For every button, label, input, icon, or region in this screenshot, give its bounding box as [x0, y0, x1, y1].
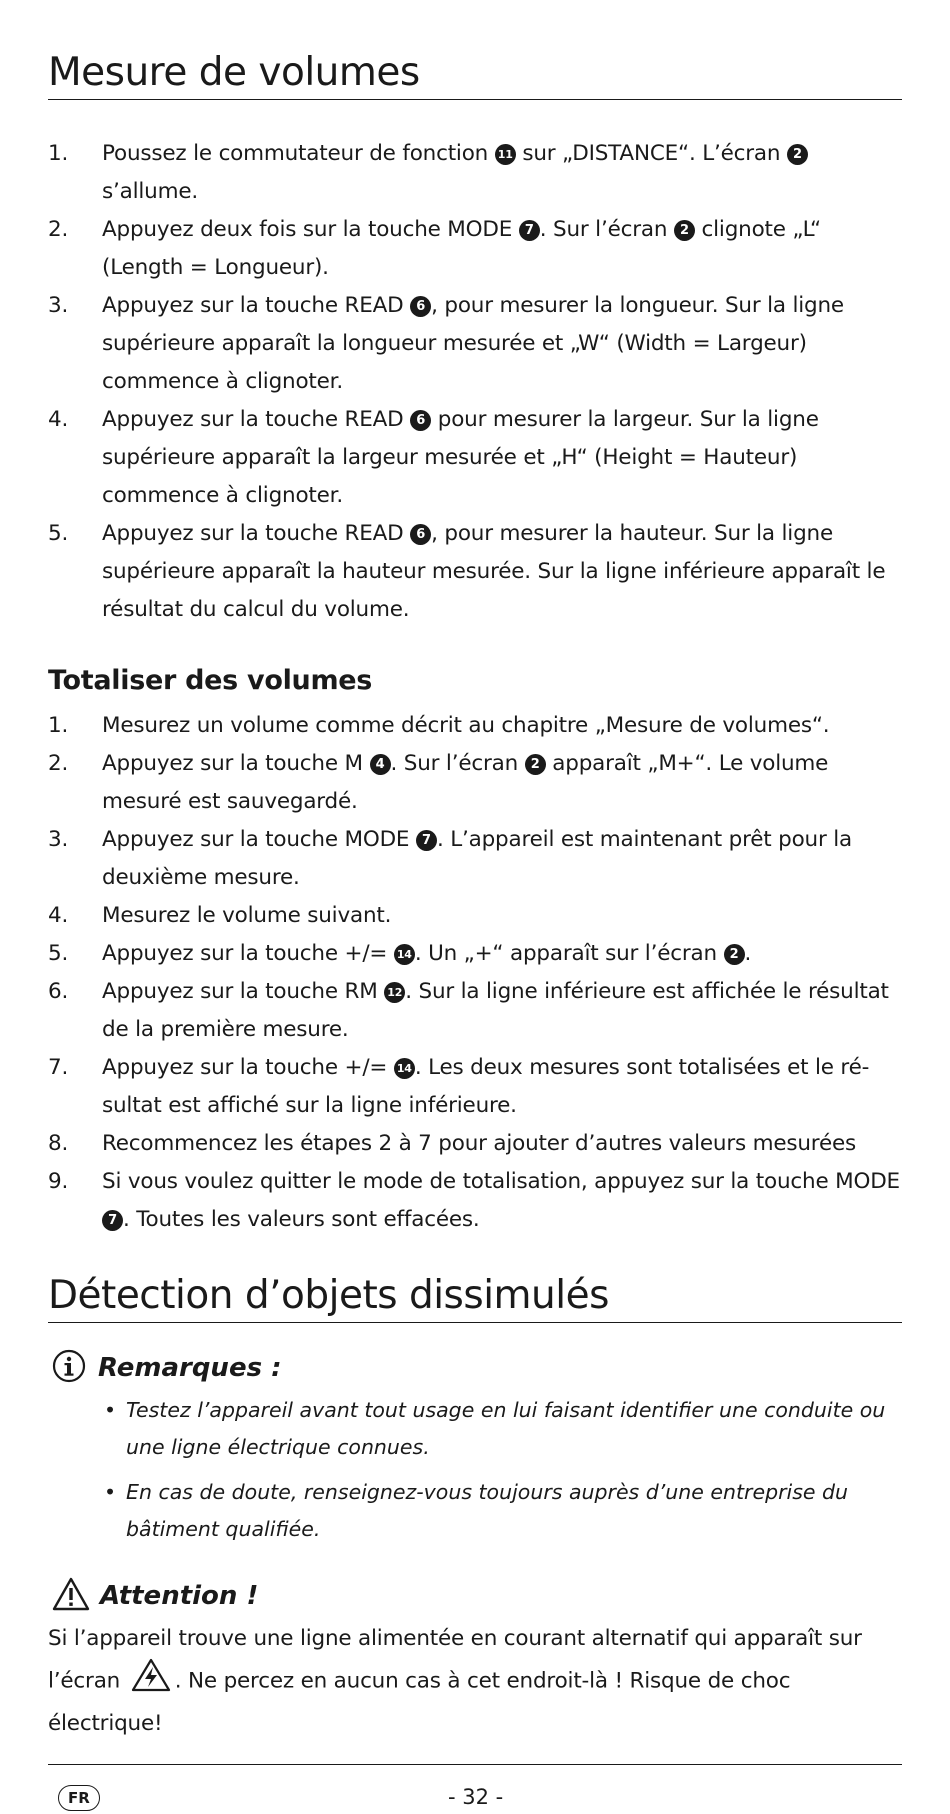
warning-icon: [52, 1577, 90, 1615]
step-text: . Toutes les valeurs sont effacées.: [123, 1207, 480, 1232]
reference-number-icon: 2: [787, 144, 808, 165]
section-title-mesure-volumes: Mesure de volumes: [48, 50, 902, 100]
list-item: [48, 515, 902, 629]
step-number: 3.: [48, 827, 69, 852]
info-icon: [52, 1349, 86, 1387]
step-text: Appuyez sur la touche RM: [102, 979, 385, 1004]
step-text: Poussez le commutateur de fonction: [102, 141, 495, 166]
list-item: [48, 401, 902, 515]
step-text: Appuyez sur la touche +/=: [102, 941, 394, 966]
step-text: Appuyez deux fois sur la touche MODE: [102, 217, 519, 242]
step-number: 2.: [48, 217, 69, 242]
list-item: [48, 1049, 902, 1125]
page-number: - 32 -: [448, 1785, 504, 1809]
step-text: Mesurez un volume comme décrit au chapitre „Mesure de volumes“.: [102, 713, 830, 738]
reference-number-icon: 6: [410, 410, 431, 431]
step-number: 1.: [48, 713, 69, 738]
list-item: [48, 707, 902, 745]
step-number: 7.: [48, 1055, 69, 1080]
reference-number-icon: 7: [519, 220, 540, 241]
step-number: 9.: [48, 1169, 69, 1194]
reference-number-icon: 6: [410, 524, 431, 545]
reference-number-icon: 11: [495, 144, 516, 165]
steps-list-mesure: [48, 135, 902, 629]
list-item: [48, 897, 902, 935]
step-number: 4.: [48, 903, 69, 928]
reference-number-icon: 2: [724, 944, 745, 965]
reference-number-icon: 7: [416, 830, 437, 851]
step-text: , pour mesurer la hauteur. Sur la ligne supérieure apparaît la hauteur mesurée. Sur la ligne inférieure apparaît le résultat du calcul du volume.: [102, 521, 886, 622]
step-number: 3.: [48, 293, 69, 318]
reference-number-icon: 6: [410, 296, 431, 317]
list-item: [48, 1163, 902, 1239]
reference-number-icon: 14: [394, 944, 415, 965]
step-text: apparaît „M+“. Le volume mesuré est sauvegardé.: [102, 751, 829, 814]
step-number: 5.: [48, 521, 69, 546]
step-text: Appuyez sur la touche +/=: [102, 1055, 394, 1080]
list-item: [48, 935, 902, 973]
step-text: sur „DISTANCE“. L’écran: [515, 141, 787, 166]
step-text: , pour mesurer la longueur. Sur la ligne supérieure apparaît la longueur mesurée et „W“ (Width = Largeur) commence à clignoter.: [102, 293, 844, 394]
step-text: Appuyez sur la touche MODE: [102, 827, 416, 852]
list-item: [48, 211, 902, 287]
step-text: Appuyez sur la touche READ: [102, 293, 411, 318]
list-item: [48, 287, 902, 401]
list-item: [48, 973, 902, 1049]
step-text: . L’appareil est maintenant prêt pour la deuxième mesure.: [102, 827, 852, 890]
list-item: [48, 745, 902, 821]
step-number: 4.: [48, 407, 69, 432]
reference-number-icon: 7: [102, 1210, 123, 1231]
step-text: Appuyez sur la touche READ: [102, 521, 411, 546]
step-text: Mesurez le volume suivant.: [102, 903, 392, 928]
reference-number-icon: 2: [674, 220, 695, 241]
warning-heading: [52, 1577, 258, 1615]
warning-title: Attention !: [100, 1581, 259, 1611]
step-number: 1.: [48, 141, 69, 166]
reference-number-icon: 4: [370, 754, 391, 775]
step-number: 2.: [48, 751, 69, 776]
list-item: [48, 821, 902, 897]
step-text: . Sur la ligne inférieure est affichée le résultat de la première mesure.: [102, 979, 889, 1042]
step-text: Appuyez sur la touche M: [102, 751, 370, 776]
list-item: [48, 1125, 902, 1163]
warning-text-after: . Ne percez en aucun cas à cet endroit-là ! Risque de choc électrique!: [48, 1668, 791, 1736]
step-number: 8.: [48, 1131, 69, 1156]
step-text: clignote „L“ (Length = Longueur).: [102, 217, 821, 280]
step-text: pour mesurer la largeur. Sur la ligne supérieure apparaît la largeur mesurée et „H“ (Height = Hauteur) commence à clignoter.: [102, 407, 819, 508]
notes-title: Remarques :: [98, 1353, 282, 1383]
step-text: Appuyez sur la touche READ: [102, 407, 411, 432]
list-item: [48, 135, 902, 211]
warning-text: [48, 1620, 902, 1743]
section-title-totaliser: Totaliser des volumes: [48, 665, 373, 696]
step-text: . Sur l’écran: [539, 217, 674, 242]
reference-number-icon: 2: [525, 754, 546, 775]
notes-list: [104, 1392, 904, 1556]
notes-heading: [52, 1349, 282, 1387]
note-item: • Testez l’appareil avant tout usage en lui faisant identifier une conduite ou une ligne électrique connues.: [104, 1392, 904, 1466]
steps-list-totaliser: [48, 707, 902, 1239]
step-number: 5.: [48, 941, 69, 966]
reference-number-icon: 12: [384, 982, 405, 1003]
high-voltage-icon: [131, 1658, 171, 1705]
step-text: Si vous voulez quitter le mode de totalisation, appuyez sur la touche MODE: [102, 1169, 900, 1194]
step-text: s’allume.: [102, 179, 198, 204]
reference-number-icon: 14: [394, 1058, 415, 1079]
step-text: .: [744, 941, 752, 966]
step-text: . Sur l’écran: [390, 751, 525, 776]
step-text: Recommencez les étapes 2 à 7 pour ajouter d’autres valeurs mesurées: [102, 1131, 857, 1156]
warning-text-before: Si l’appareil trouve une ligne alimentée en courant alternatif qui apparaît sur l’écran: [48, 1626, 862, 1694]
step-text: . Les deux mesures sont totalisées et le résultat est affiché sur la ligne inférieure.: [102, 1055, 870, 1118]
step-number: 6.: [48, 979, 69, 1004]
footer-divider: [48, 1764, 902, 1765]
language-badge: FR: [58, 1785, 100, 1811]
step-text: . Un „+“ apparaît sur l’écran: [414, 941, 724, 966]
note-item: • En cas de doute, renseignez-vous toujours auprès d’une entreprise du bâtiment qualifiée.: [104, 1474, 904, 1548]
section-title-detection: Détection d’objets dissimulés: [48, 1273, 902, 1323]
